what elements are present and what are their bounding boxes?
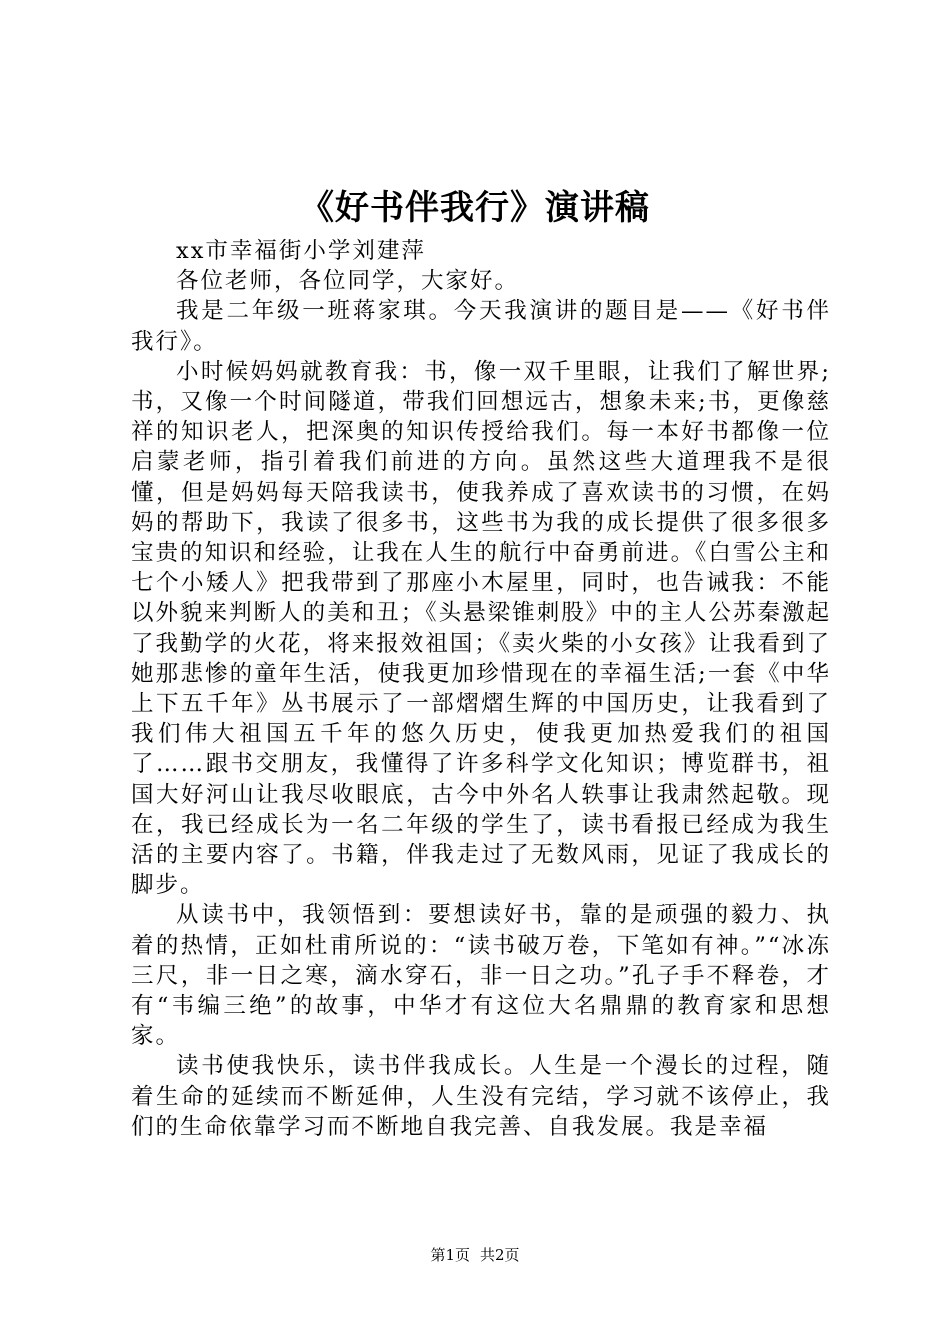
intro-paragraph: 我是二年级一班蒋家琪。今天我演讲的题目是——《好书伴我行》。 [131, 298, 831, 355]
page-number: 第1页 [430, 1246, 470, 1264]
page-total: 共2页 [480, 1246, 520, 1264]
document-body [131, 236, 831, 1142]
author-line: xx市幸福街小学刘建萍 [176, 238, 426, 264]
greeting-paragraph: 各位老师，各位同学，大家好。 [176, 268, 520, 295]
body-paragraph: 小时候妈妈就教育我：书，像一双千里眼，让我们了解世界;书，又像一个时间隧道，带我们回想远古，想象未来;书，更像慈祥的知识老人，把深奥的知识传授给我们。每一本好书都像一位启蒙老师，指引着我们前进的方向。虽然这些大道理我不是很懂，但是妈妈每天陪我读书，使我养成了喜欢读书的习惯，在妈妈的帮助下，我读了很多书，这些书为我的成长提供了很多很多宝贵的知识和经验，让我在人生的航行中奋勇前进。《白雪公主和七个小矮人》把我带到了那座小木屋里，同时，也告诫我：不能以外貌来判断人的美和丑；《头悬梁锥刺股》中的主人公苏秦激起了我勤学的火花，将来报效祖国；《卖火柴的小女孩》让我看到了她那悲惨的童年生活，使我更加珍惜现在的幸福生活;一套《中华上下五千年》丛书展示了一部熠熠生辉的中国历史，让我看到了我们伟大祖国五千年的悠久历史，使我更加热爱我们的祖国了……跟书交朋友，我懂得了许多科学文化知识；博览群书，祖国大好河山让我尽收眼底，古今中外名人轶事让我肃然起敬。现在，我已经成长为一名二年级的学生了，读书看报已经成为我生活的主要内容了。书籍，伴我走过了无数风雨，见证了我成长的脚步。 [131, 358, 831, 899]
page-footer [0, 1245, 950, 1265]
document-title: 《好书伴我行》演讲稿 [300, 188, 650, 228]
body-paragraph: 读书使我快乐，读书伴我成长。人生是一个漫长的过程，随着生命的延续而不断延伸，人生没有完结，学习就不该停止，我们的生命依靠学习而不断地自我完善、自我发展。我是幸福 [131, 1053, 831, 1140]
body-paragraph: 从读书中，我领悟到：要想读好书，靠的是顽强的毅力、执着的热情，正如杜甫所说的：“读书破万卷，下笔如有神。”“冰冻三尺，非一日之寒，滴水穿石，非一日之功。”孔子手不释卷，才有“韦编三绝”的故事，中华才有这位大名鼎鼎的教育家和思想家。 [131, 902, 831, 1050]
